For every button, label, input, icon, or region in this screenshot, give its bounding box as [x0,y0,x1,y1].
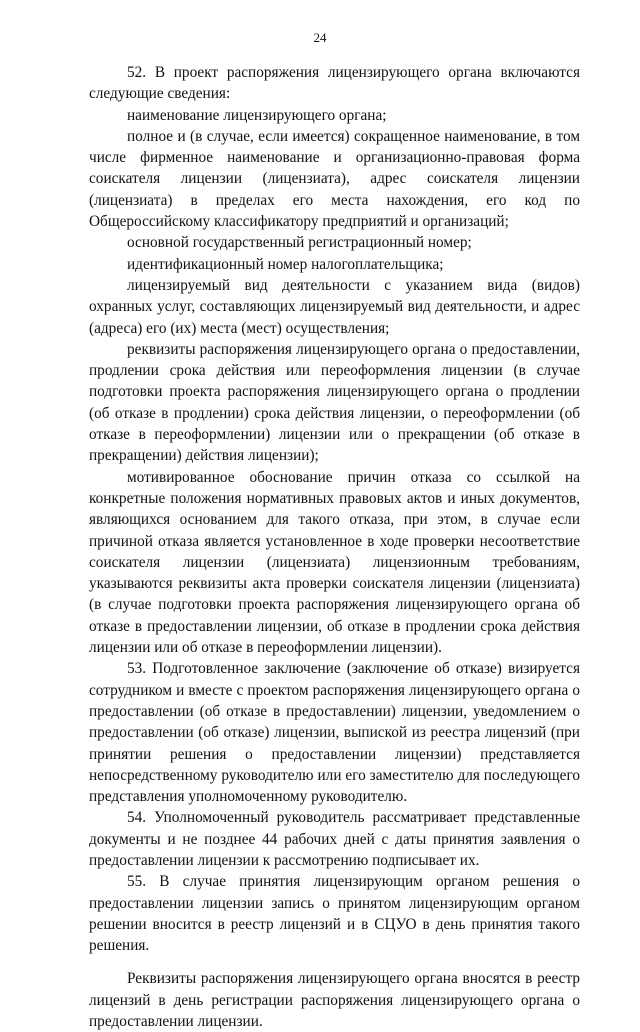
paragraph-order-details-registry: Реквизиты распоряжения лицензирующего органа вносятся в реестр лицензий в день регистрации распоряжения лицензирующего органа о предоставлении лицензии. [89,970,580,1031]
list-item-inn: идентификационный номер налогоплательщика; [127,255,444,273]
list-item-agency-name: наименование лицензирующего органа; [127,106,387,124]
paragraph-52: 52. В проект распоряжения лицензирующего органа включаются следующие сведения: [89,64,580,103]
list-item-refusal-grounds: мотивированное обоснование причин отказа со ссылкой на конкретные положения нормативных правовых актов и иных документов, являющихся основанием для такого отказа, при этом, в случае если причиной отказа является установленное в ходе проверки несоответствие соискателя лицензии (лицензиата) лицензионным требованиям, указываются реквизиты акта проверки соискателя лицензии (лицензиата) (в случае подготовки проекта распоряжения лицензирующего органа об отказе в предоставлении лицензии, об отказе в продлении срока действия лицензии или об отказе в переоформлении лицензии). [89,468,580,657]
list-item-activity-type: лицензируемый вид деятельности с указанием вида (видов) охранных услуг, составляющих лицензируемый вид деятельности, и адрес (адреса) его (их) места (мест) осуществления; [89,276,580,337]
paragraph-54: 54. Уполномоченный руководитель рассматривает представленные документы и не позднее 44 рабочих дней с даты принятия заявления о предоставлении лицензии к рассмотрению подписывает их. [89,809,580,869]
document-body [89,62,580,1032]
list-item-ogrn: основной государственный регистрационный номер; [127,234,472,252]
list-item-order-details: реквизиты распоряжения лицензирующего органа о предоставлении, продлении срока действия или переоформления лицензии (в случае подготовки проекта распоряжения лицензирующего органа о продлении (об отказе в продлении) срока действия лицензии, о переоформлении (об отказе в переоформлении) лицензии или о прекращении (об отказе в прекращении) действия лицензии); [89,340,580,465]
paragraph-53: 53. Подготовленное заключение (заключение об отказе) визируется сотрудником и вместе с проектом распоряжения лицензирующего органа о предоставлении (об отказе в предоставлении) лицензии, уведомлением о предоставлении (об отказе) лицензии, выпиской из реестра лицензий (при принятии решения о предоставлении лицензии) представляется непосредственному руководителю или его заместителю для последующего представления уполномоченному руководителю. [89,660,580,806]
list-item-applicant-name: полное и (в случае, если имеется) сокращенное наименование, в том числе фирменное наименование и организационно-правовая форма соискателя лицензии (лицензиата), адрес соискателя лицензии (лицензиата) в пределах его места нахождения, его код по Общероссийскому классификатору предприятий и организаций; [89,127,580,231]
paragraph-55: 55. В случае принятия лицензирующим органом решения о предоставлении лицензии запись о принятом лицензирующим органом решении вносится в реестр лицензий и в СЦУО в день принятия такого решения. [89,873,580,955]
page-number: 24 [313,30,327,45]
